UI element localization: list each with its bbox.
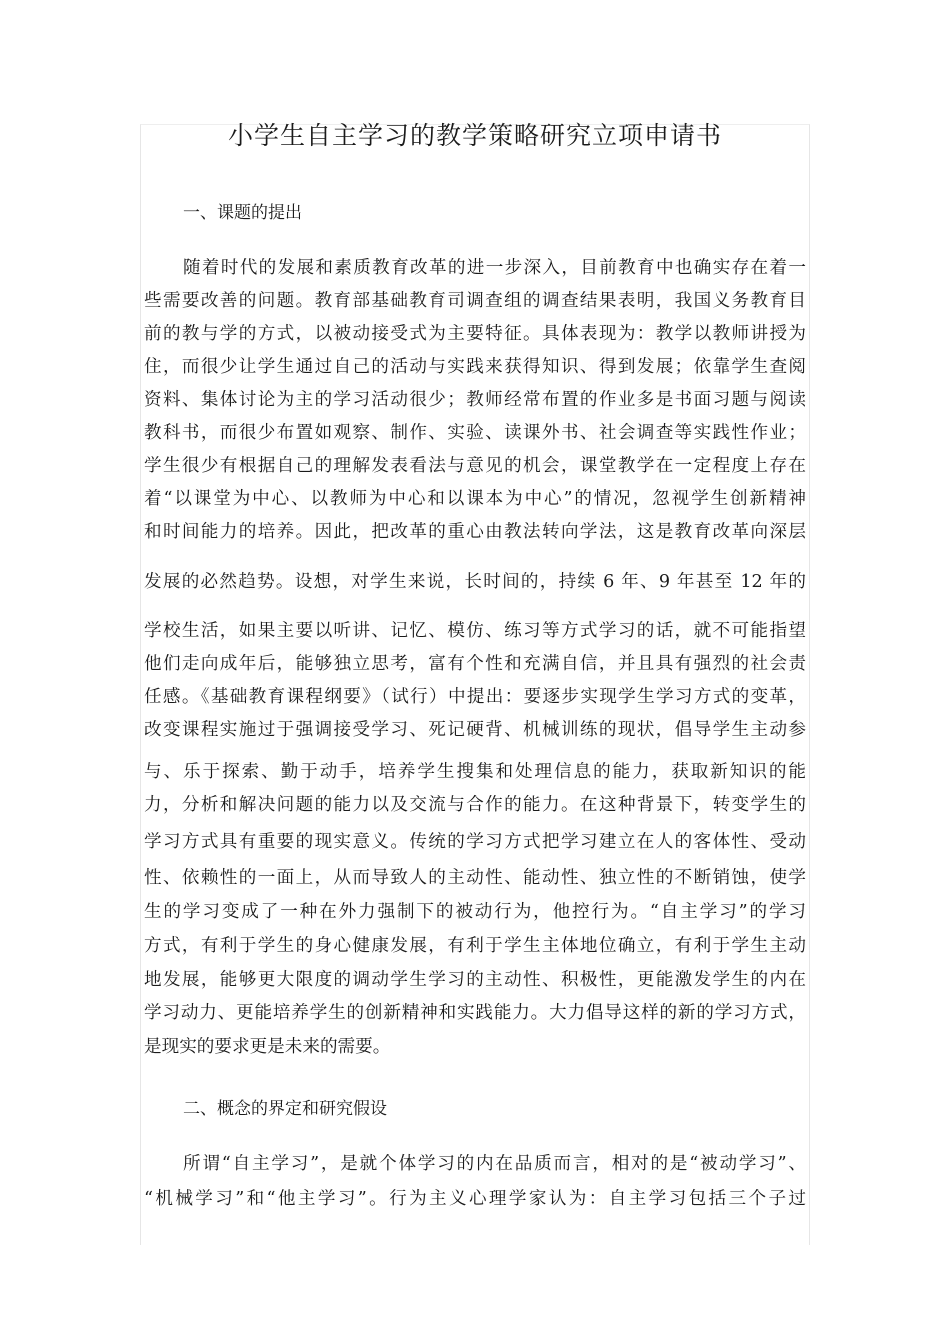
paragraph-line: 生的学习变成了一种在外力强制下的被动行为，他控行为。“自主学习”的学习	[144, 902, 806, 922]
paragraph-line: 学习动力、更能培养学生的创新精神和实践能力。大力倡导这样的新的学习方式，	[144, 1003, 806, 1023]
paragraph-line: “机械学习”和“他主学习”。行为主义心理学家认为：自主学习包括三个子过	[144, 1189, 806, 1209]
paragraph-line: 学习方式具有重要的现实意义。传统的学习方式把学习建立在人的客体性、受动	[144, 832, 806, 852]
paragraph-line: 是现实的要求更是未来的需要。	[144, 1037, 391, 1057]
paragraph-line: 地发展，能够更大限度的调动学生学习的主动性、积极性，更能激发学生的内在	[144, 970, 806, 990]
paragraph-line: 力，分析和解决问题的能力以及交流与合作的能力。在这种背景下，转变学生的	[144, 795, 806, 815]
paragraph-line: 些需要改善的问题。教育部基础教育司调查组的调查结果表明，我国义务教育目	[144, 291, 806, 311]
paragraph-line: 所谓“自主学习”，是就个体学习的内在品质而言，相对的是“被动学习”、	[183, 1154, 806, 1174]
document-title: 小学生自主学习的教学策略研究立项申请书	[227, 121, 722, 150]
paragraph-line: 他们走向成年后，能够独立思考，富有个性和充满自信，并且具有强烈的社会责	[144, 654, 806, 674]
paragraph-line: 和时间能力的培养。因此，把改革的重心由教法转向学法，这是教育改革向深层	[144, 522, 806, 542]
section-heading-2: 二、概念的界定和研究假设	[183, 1099, 387, 1119]
paragraph-line: 前的教与学的方式，以被动接受式为主要特征。具体表现为：教学以教师讲授为	[144, 324, 806, 344]
paragraph-line: 改变课程实施过于强调接受学习、死记硬背、机械训练的现状，倡导学生主动参	[144, 720, 806, 740]
paragraph-line: 资料、集体讨论为主的学习活动很少；教师经常布置的作业多是书面习题与阅读	[144, 390, 806, 410]
paragraph-line: 学校生活，如果主要以听讲、记忆、模仿、练习等方式学习的话，就不可能指望	[144, 621, 806, 641]
section-heading-1: 一、课题的提出	[183, 203, 302, 223]
paragraph-line: 方式，有利于学生的身心健康发展，有利于学生主体地位确立，有利于学生主动	[144, 936, 806, 956]
paragraph-line: 任感。《基础教育课程纲要》（试行）中提出：要逐步实现学生学习方式的变革，	[144, 687, 806, 707]
paragraph-line: 教科书，而很少布置如观察、制作、实验、读课外书、社会调查等实践性作业；	[144, 423, 806, 443]
paragraph-line: 随着时代的发展和素质教育改革的进一步深入，目前教育中也确实存在着一	[183, 258, 806, 278]
paragraph-line: 性、依赖性的一面上，从而导致人的主动性、能动性、独立性的不断销蚀，使学	[144, 868, 806, 888]
paragraph-line: 住，而很少让学生通过自己的活动与实践来获得知识、得到发展；依靠学生查阅	[144, 357, 806, 377]
paragraph-line: 发展的必然趋势。设想，对学生来说，长时间的，持续 6 年、9 年甚至 12 年的	[144, 572, 806, 592]
paragraph-line: 着“以课堂为中心、以教师为中心和以课本为中心”的情况，忽视学生创新精神	[144, 489, 806, 509]
paragraph-line: 与、乐于探索、勤于动手，培养学生搜集和处理信息的能力，获取新知识的能	[144, 762, 806, 782]
paragraph-line: 学生很少有根据自己的理解发表看法与意见的机会，课堂教学在一定程度上存在	[144, 456, 806, 476]
